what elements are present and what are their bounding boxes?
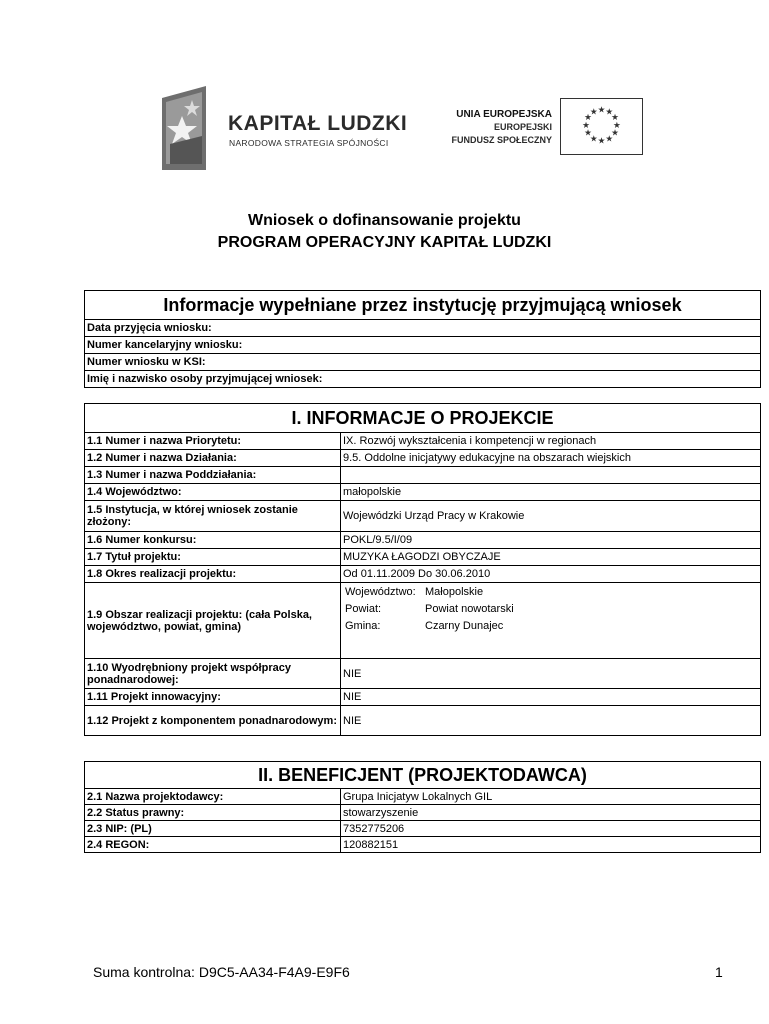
project-row-label: 1.9 Obszar realizacji projektu: (cała Polska, województwo, powiat, gmina)	[85, 583, 341, 659]
svg-text:★: ★	[597, 105, 606, 116]
project-row-label: 1.11 Projekt innowacyjny:	[85, 689, 341, 706]
project-row-label: 1.1 Numer i nazwa Priorytetu:	[85, 433, 341, 450]
project-area-cell	[341, 583, 761, 659]
svg-text:★: ★	[582, 120, 590, 131]
institution-row: Numer kancelaryjny wniosku:	[85, 337, 761, 354]
document-subtitle: PROGRAM OPERACYJNY KAPITAŁ LUDZKI	[217, 234, 552, 251]
document-title: Wniosek o dofinansowanie projektu	[248, 212, 521, 229]
project-row-value: POKL/9.5/I/09	[341, 532, 761, 549]
institution-table	[84, 290, 761, 388]
project-row-label: 1.12 Projekt z komponentem ponadnarodowym:	[85, 706, 341, 736]
project-row-label: 1.2 Numer i nazwa Działania:	[85, 450, 341, 467]
eu-logo-line3: FUNDUSZ SPOŁECZNY	[451, 135, 552, 145]
kapital-ludzki-star-icon	[162, 86, 214, 170]
beneficiary-row-value: Grupa Inicjatyw Lokalnych GIL	[341, 789, 761, 805]
project-row-value: NIE	[341, 659, 761, 689]
project-row-value: 9.5. Oddolne inicjatywy edukacyjne na obszarach wiejskich	[341, 450, 761, 467]
kapital-ludzki-title: KAPITAŁ LUDZKI	[228, 112, 408, 135]
kapital-ludzki-logo	[162, 86, 412, 170]
eu-flag-icon	[560, 98, 643, 155]
project-row-label: 1.5 Instytucja, w której wniosek zostanie złożony:	[85, 501, 341, 532]
eu-logo-text	[451, 108, 552, 147]
project-table	[84, 403, 761, 736]
page-number: 1	[715, 964, 723, 980]
svg-text:★: ★	[597, 136, 606, 147]
beneficiary-header: II. BENEFICJENT (PROJEKTODAWCA)	[85, 762, 761, 789]
svg-text:★: ★	[584, 113, 592, 124]
area-value: Małopolskie	[425, 586, 484, 598]
beneficiary-table	[84, 761, 761, 853]
project-row-value: małopolskie	[341, 484, 761, 501]
project-area-list	[343, 583, 758, 635]
eu-logo-line2: EUROPEJSKI	[493, 122, 552, 132]
institution-row: Imię i nazwisko osoby przyjmującej wniosek:	[85, 371, 761, 388]
institution-header: Informacje wypełniane przez instytucję przyjmującą wniosek	[85, 291, 761, 320]
project-row-label: 1.4 Województwo:	[85, 484, 341, 501]
svg-text:★: ★	[584, 128, 592, 139]
project-row-label: 1.8 Okres realizacji projektu:	[85, 566, 341, 583]
footer-checksum: Suma kontrolna: D9C5-AA34-F4A9-E9F6	[93, 964, 350, 980]
project-row-value: MUZYKA ŁAGODZI OBYCZAJE	[341, 549, 761, 566]
project-row-value: Od 01.11.2009 Do 30.06.2010	[341, 566, 761, 583]
project-row-value	[341, 467, 761, 484]
project-row-value: NIE	[341, 689, 761, 706]
beneficiary-row-label: 2.3 NIP: (PL)	[85, 821, 341, 837]
beneficiary-row-label: 2.2 Status prawny:	[85, 805, 341, 821]
beneficiary-row-value: stowarzyszenie	[341, 805, 761, 821]
kapital-ludzki-subtitle: NARODOWA STRATEGIA SPÓJNOŚCI	[229, 138, 389, 148]
project-row-value: NIE	[341, 706, 761, 736]
eu-logo-line1: UNIA EUROPEJSKA	[456, 109, 552, 120]
beneficiary-row-value: 120882151	[341, 837, 761, 853]
svg-text:★: ★	[605, 107, 614, 118]
area-value: Czarny Dunajec	[425, 620, 504, 632]
area-key: Gmina:	[345, 620, 381, 632]
institution-row: Data przyjęcia wniosku:	[85, 320, 761, 337]
svg-text:★: ★	[589, 107, 598, 118]
project-row-label: 1.7 Tytuł projektu:	[85, 549, 341, 566]
beneficiary-row-value: 7352775206	[341, 821, 761, 837]
institution-row: Numer wniosku w KSI:	[85, 354, 761, 371]
svg-text:★: ★	[611, 113, 619, 124]
beneficiary-row-label: 2.4 REGON:	[85, 837, 341, 853]
project-row-label: 1.6 Numer konkursu:	[85, 532, 341, 549]
project-row-label: 1.10 Wyodrębniony projekt współpracy ponadnarodowej:	[85, 659, 341, 689]
svg-text:★: ★	[611, 128, 619, 139]
eu-logo	[430, 98, 648, 158]
svg-text:★: ★	[605, 134, 614, 145]
project-row-value: Wojewódzki Urząd Pracy w Krakowie	[341, 501, 761, 532]
area-key: Powiat:	[345, 603, 382, 615]
svg-text:★: ★	[589, 134, 598, 145]
area-key: Województwo:	[345, 586, 416, 598]
project-row-label: 1.3 Numer i nazwa Poddziałania:	[85, 467, 341, 484]
area-value: Powiat nowotarski	[425, 603, 514, 615]
project-row-value: IX. Rozwój wykształcenia i kompetencji w regionach	[341, 433, 761, 450]
svg-text:★: ★	[613, 120, 621, 131]
project-header: I. INFORMACJE O PROJEKCIE	[85, 404, 761, 433]
beneficiary-row-label: 2.1 Nazwa projektodawcy:	[85, 789, 341, 805]
